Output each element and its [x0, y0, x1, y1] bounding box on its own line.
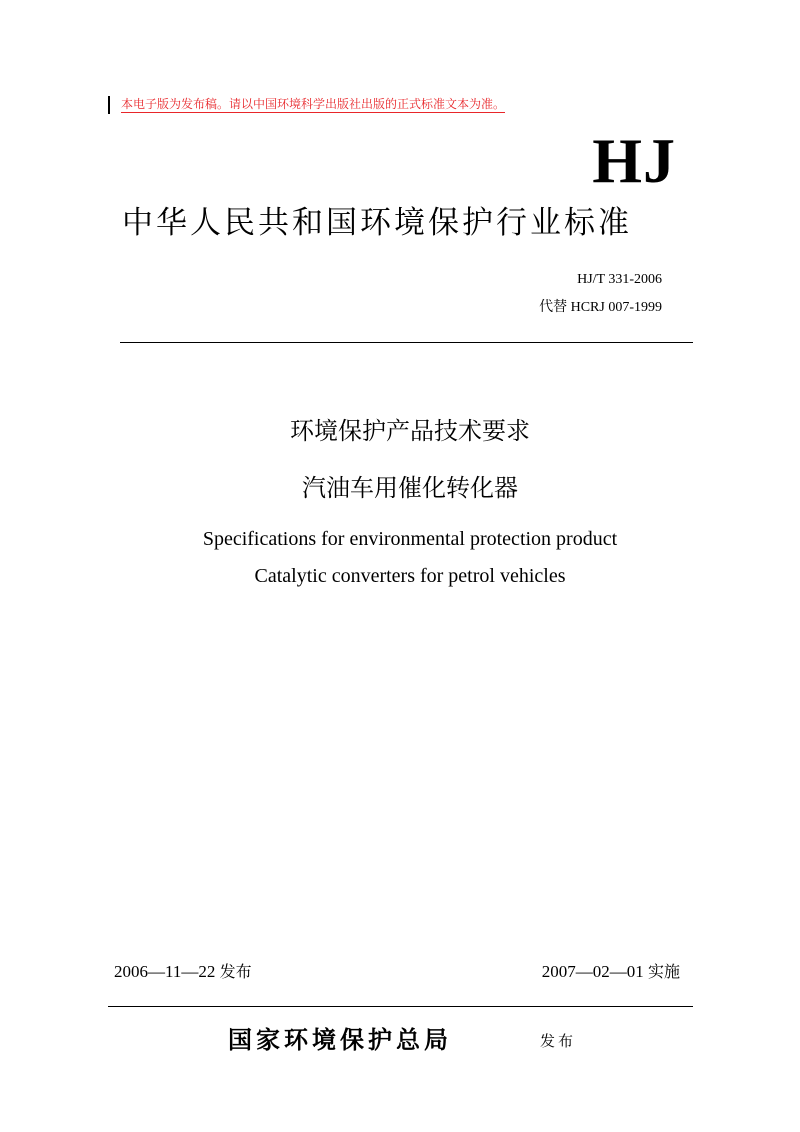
replaces-standard: 代替 HCRJ 007-1999	[539, 300, 662, 315]
standard-code: HJ/T 331-2006	[577, 272, 662, 287]
implementation-label: 实施	[647, 962, 680, 981]
draft-notice: 本电子版为发布稿。请以中国环境科学出版社出版的正式标准文本为准。	[121, 97, 506, 111]
issue-date: 2006—11—22	[114, 962, 216, 981]
publish-label: 发布	[540, 1032, 577, 1050]
title-cn-line1: 环境保护产品技术要求	[290, 417, 530, 445]
hj-logo: HJ	[592, 125, 676, 196]
top-divider	[120, 342, 693, 343]
notice-margin-bar	[108, 96, 110, 114]
issue-date-line	[114, 960, 252, 984]
title-cn-line2: 汽油车用催化转化器	[302, 474, 518, 502]
bottom-divider	[108, 1006, 693, 1007]
issue-label: 发布	[219, 962, 252, 981]
title-en-line2: Catalytic converters for petrol vehicles	[254, 565, 566, 587]
implementation-date: 2007—02—01	[541, 962, 644, 981]
publisher-name: 国家环境保护总局	[228, 1025, 452, 1054]
implementation-date-line	[542, 960, 680, 984]
industry-standard-title: 中华人民共和国环境保护行业标准	[122, 205, 632, 241]
title-en-line1: Specifications for environmental protection product	[202, 528, 618, 550]
